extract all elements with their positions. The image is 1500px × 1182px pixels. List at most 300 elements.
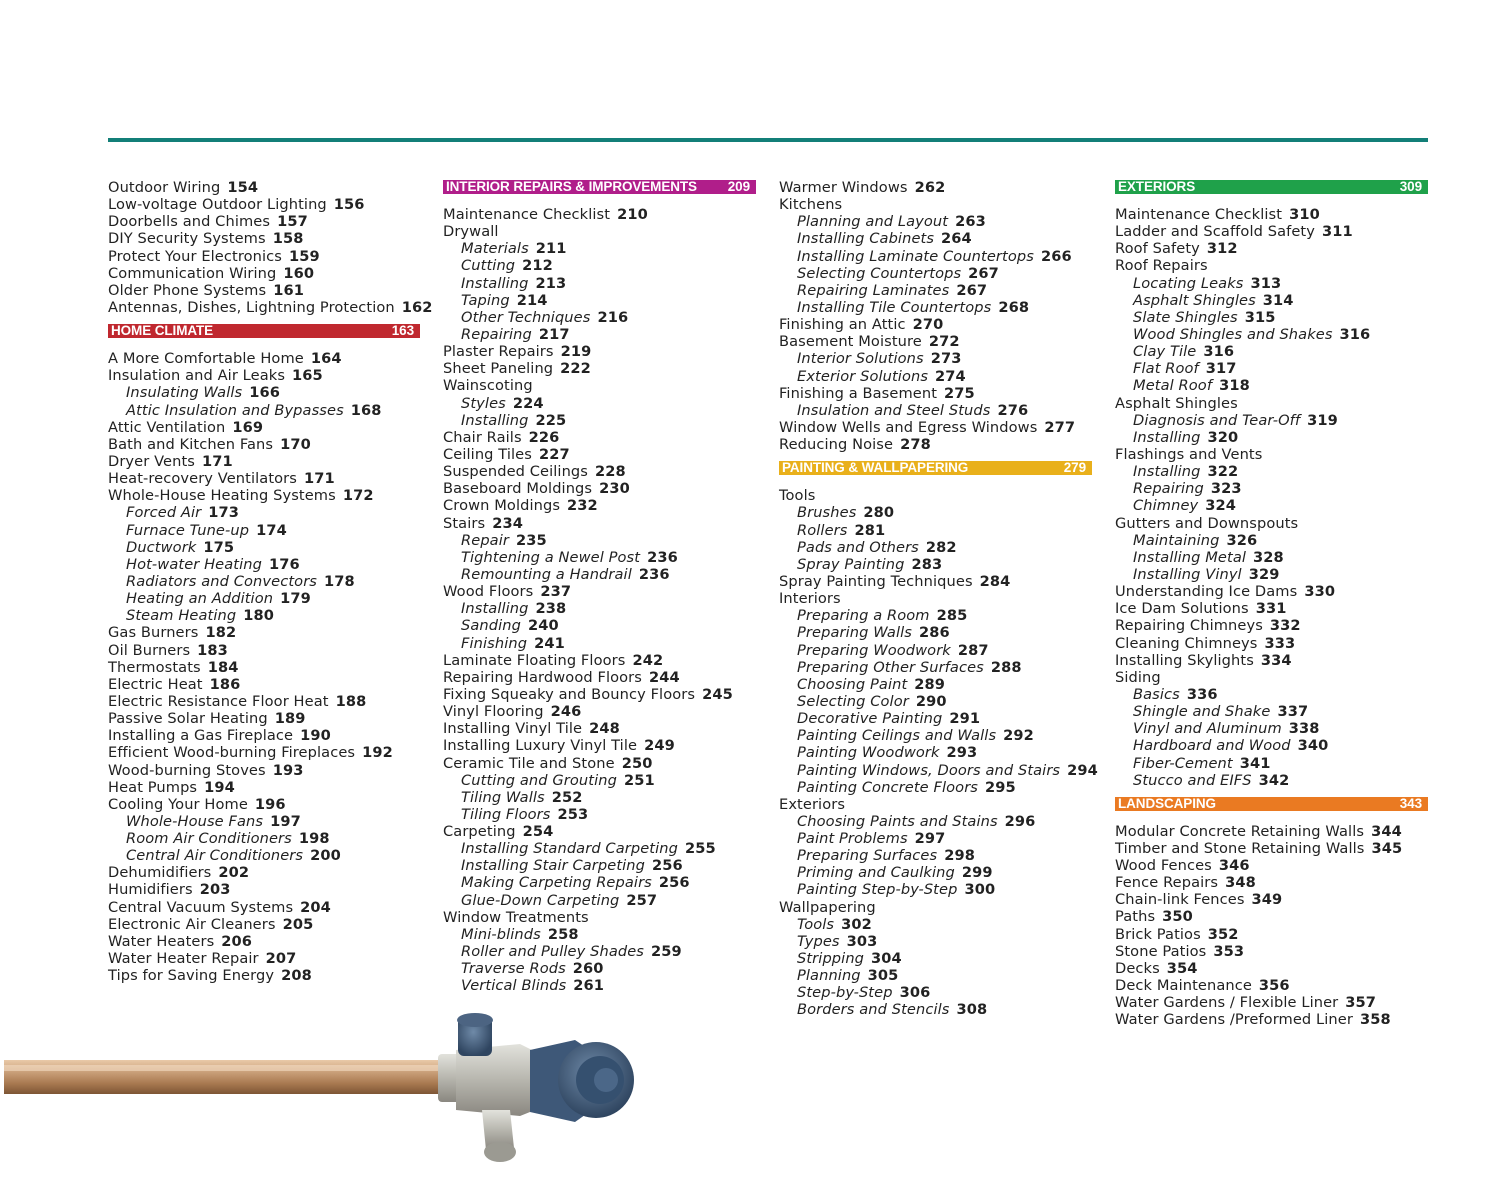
- entry-title: Thermostats: [108, 658, 201, 676]
- section-header-exteriors: [1115, 180, 1428, 194]
- entry-title: Cleaning Chimneys: [1115, 634, 1258, 652]
- entry-title: Antennas, Dishes, Lightning Protection: [108, 298, 395, 316]
- toc-subentry: [443, 789, 756, 806]
- entry-title: Drywall: [443, 223, 499, 241]
- toc-entry: [1115, 257, 1428, 274]
- entry-title: Suspended Ceilings: [443, 463, 589, 481]
- entry-page-number: 238: [535, 600, 567, 618]
- section-header-home-climate: [108, 324, 420, 338]
- entry-title: Selecting Color: [797, 692, 909, 710]
- entry-page-number: 352: [1207, 925, 1239, 943]
- toc-subentry: [108, 847, 420, 864]
- entry-title: Making Carpeting Repairs: [461, 874, 652, 892]
- entry-page-number: 210: [617, 206, 648, 223]
- entry-page-number: 241: [534, 634, 565, 652]
- entry-title: Steam Heating: [126, 607, 237, 625]
- entry-title: Repairing Chimneys: [1115, 617, 1263, 635]
- toc-subentry: [779, 265, 1092, 282]
- entry-page-number: 159: [288, 247, 320, 265]
- entry-page-number: 219: [560, 343, 592, 361]
- entry-page-number: 200: [310, 847, 341, 865]
- entry-title: Asphalt Shingles: [1133, 291, 1256, 309]
- toc-entry: [443, 429, 756, 446]
- entry-page-number: 349: [1251, 891, 1283, 909]
- toc-subentry: [1115, 497, 1428, 514]
- entry-page-number: 312: [1206, 240, 1238, 258]
- entry-title: Interior Solutions: [797, 350, 924, 368]
- entry-title: Water Gardens / Flexible Liner: [1115, 994, 1339, 1012]
- entry-page-number: 203: [199, 881, 231, 899]
- entry-page-number: 225: [535, 411, 567, 429]
- toc-subentry: [1115, 566, 1428, 583]
- entry-page-number: 320: [1207, 428, 1239, 446]
- toc-entry: [108, 282, 420, 299]
- toc-subentry: [443, 326, 756, 343]
- entry-title: Pads and Others: [797, 538, 919, 556]
- toc-entry: [1115, 617, 1428, 634]
- entry-page-number: 255: [685, 840, 716, 858]
- entry-page-number: 249: [644, 737, 675, 755]
- toc-subentry: [108, 573, 420, 590]
- toc-entry: [779, 573, 1092, 590]
- toc-subentry: [1115, 275, 1428, 292]
- toc-subentry: [779, 624, 1092, 641]
- entry-title: Flat Roof: [1133, 360, 1199, 378]
- entry-page-number: 250: [621, 754, 653, 772]
- entry-title: Painting Step-by-Step: [797, 881, 958, 899]
- entry-page-number: 285: [936, 607, 968, 625]
- entry-title: Rollers: [797, 521, 848, 539]
- entry-title: Brick Patios: [1115, 925, 1201, 943]
- entry-title: Ceiling Tiles: [443, 445, 532, 463]
- entry-page-number: 267: [968, 264, 999, 282]
- toc-entry: [1115, 908, 1428, 925]
- toc-entry: [108, 762, 420, 779]
- entry-page-number: 251: [623, 771, 655, 789]
- entry-page-number: 315: [1244, 308, 1276, 326]
- entry-title: Other Techniques: [461, 308, 591, 326]
- toc-subentry: [1115, 377, 1428, 394]
- toc-subentry: [779, 607, 1092, 624]
- entry-title: Asphalt Shingles: [1115, 394, 1238, 412]
- toc-subentry: [779, 830, 1092, 847]
- toc-entry: [443, 446, 756, 463]
- entry-page-number: 197: [270, 812, 301, 830]
- toc-subentry: [443, 257, 756, 274]
- toc-subentry: [779, 950, 1092, 967]
- section-page-number: 309: [1399, 179, 1422, 194]
- toc-subentry: [1115, 755, 1428, 772]
- entry-page-number: 236: [638, 565, 670, 583]
- toc-subentry: [779, 881, 1092, 898]
- entry-page-number: 184: [207, 658, 239, 676]
- toc-subentry: [1115, 309, 1428, 326]
- entry-title: Maintenance Checklist: [443, 206, 611, 223]
- entry-title: Heat-recovery Ventilators: [108, 470, 297, 488]
- entry-title: Wainscoting: [443, 377, 533, 395]
- entry-page-number: 305: [867, 967, 899, 985]
- toc-entry: [443, 343, 756, 360]
- toc-entry: [1115, 583, 1428, 600]
- toc-subentry: [1115, 480, 1428, 497]
- toc-entry: [108, 933, 420, 950]
- entry-title: Preparing Walls: [797, 624, 912, 642]
- entry-page-number: 173: [208, 504, 240, 522]
- entry-page-number: 162: [401, 298, 433, 316]
- entry-page-number: 303: [846, 932, 878, 950]
- entry-title: Baseboard Moldings: [443, 480, 593, 498]
- entry-title: Siding: [1115, 668, 1161, 686]
- entry-page-number: 248: [589, 720, 620, 738]
- toc-entry: [1115, 652, 1428, 669]
- entry-page-number: 328: [1253, 548, 1284, 566]
- toc-subentry: [779, 368, 1092, 385]
- entry-title: Vinyl Flooring: [443, 703, 544, 721]
- entry-title: Radiators and Convectors: [126, 572, 317, 590]
- entry-title: Ladder and Scaffold Safety: [1115, 223, 1315, 241]
- toc-entry: [779, 487, 1092, 504]
- entry-page-number: 234: [492, 514, 523, 532]
- entry-page-number: 222: [560, 360, 591, 378]
- entry-title: Sheet Paneling: [443, 360, 554, 378]
- section-header-painting-and-wallpapering: [779, 461, 1092, 475]
- entry-page-number: 357: [1345, 994, 1377, 1012]
- entry-title: Installing Tile Countertops: [797, 298, 992, 316]
- toc-entry: [108, 196, 420, 213]
- toc-subentry: [779, 967, 1092, 984]
- entry-page-number: 170: [280, 435, 311, 453]
- entry-page-number: 246: [550, 703, 582, 721]
- toc-entry: [108, 350, 420, 367]
- entry-page-number: 277: [1044, 418, 1076, 436]
- entry-title: Borders and Stencils: [797, 1001, 950, 1019]
- entry-title: Decorative Painting: [797, 710, 943, 728]
- toc-entry: [108, 727, 420, 744]
- entry-page-number: 291: [949, 710, 981, 728]
- entry-title: Electric Heat: [108, 675, 203, 693]
- entry-page-number: 267: [956, 281, 988, 299]
- entry-title: Low-voltage Outdoor Lighting: [108, 196, 327, 214]
- entry-page-number: 228: [595, 463, 626, 481]
- toc-subentry: [779, 761, 1098, 779]
- section-page-number: 343: [1399, 795, 1422, 811]
- entry-title: Electric Resistance Floor Heat: [108, 692, 329, 710]
- toc-subentry: [1115, 326, 1428, 343]
- entry-page-number: 293: [946, 744, 978, 762]
- entry-page-number: 340: [1297, 737, 1329, 755]
- entry-title: Vinyl and Aluminum: [1133, 720, 1282, 738]
- entry-page-number: 272: [928, 333, 960, 351]
- entry-page-number: 160: [283, 264, 315, 282]
- entry-title: Tiling Walls: [461, 788, 545, 806]
- entry-page-number: 341: [1239, 754, 1271, 772]
- entry-title: Maintaining: [1133, 531, 1220, 549]
- toc-column-3: [779, 179, 1098, 1019]
- toc-subentry: [443, 892, 756, 909]
- toc-entry: [108, 298, 433, 316]
- entry-page-number: 208: [281, 967, 312, 985]
- entry-page-number: 192: [362, 744, 393, 762]
- entry-title: Planning: [797, 967, 861, 985]
- entry-title: Roof Safety: [1115, 240, 1200, 258]
- entry-page-number: 202: [218, 864, 250, 882]
- entry-title: Exterior Solutions: [797, 367, 929, 385]
- entry-title: DIY Security Systems: [108, 230, 266, 248]
- entry-title: Wallpapering: [779, 898, 876, 916]
- toc-subentry: [779, 864, 1092, 881]
- entry-title: Doorbells and Chimes: [108, 213, 271, 231]
- entry-page-number: 326: [1226, 531, 1258, 549]
- toc-entry: [1115, 857, 1428, 874]
- entry-title: Chimney: [1133, 497, 1199, 515]
- entry-title: Tools: [797, 915, 835, 933]
- toc-subentry: [443, 977, 756, 994]
- entry-page-number: 354: [1166, 959, 1198, 977]
- toc-entry: [779, 333, 1092, 350]
- entry-title: Finishing an Attic: [779, 316, 906, 334]
- entry-page-number: 227: [538, 445, 570, 463]
- toc-entry: [108, 693, 420, 710]
- entry-title: Passive Solar Heating: [108, 710, 268, 728]
- entry-title: Stucco and EIFS: [1133, 771, 1252, 789]
- entry-page-number: 257: [626, 891, 658, 909]
- toc-entry: [108, 230, 420, 247]
- entry-page-number: 298: [944, 847, 975, 865]
- entry-page-number: 244: [648, 668, 680, 686]
- toc-column-2: [443, 179, 756, 994]
- entry-title: Priming and Caulking: [797, 864, 955, 882]
- entry-page-number: 226: [528, 428, 560, 446]
- toc-subentry: [779, 659, 1092, 676]
- entry-page-number: 156: [333, 196, 365, 214]
- toc-entry: [108, 179, 420, 196]
- toc-subentry: [1115, 360, 1428, 377]
- toc-entry: [1115, 1011, 1428, 1028]
- entry-title: Heating an Addition: [126, 590, 274, 608]
- entry-title: A More Comfortable Home: [108, 350, 304, 368]
- entry-title: Wood Fences: [1115, 857, 1212, 875]
- toc-entry: [1115, 977, 1428, 994]
- entry-title: Exteriors: [779, 795, 846, 813]
- toc-entry: [443, 669, 756, 686]
- entry-page-number: 275: [944, 384, 975, 402]
- toc-subentry: [779, 984, 1092, 1001]
- toc-subentry: [1115, 463, 1428, 480]
- entry-page-number: 292: [1003, 727, 1034, 745]
- toc-subentry: [1115, 532, 1428, 549]
- toc-subentry: [779, 282, 1092, 299]
- toc-subentry: [779, 710, 1092, 727]
- toc-subentry: [1115, 720, 1428, 737]
- entry-title: Tools: [779, 487, 816, 505]
- section-page-number: 279: [1063, 460, 1086, 476]
- toc-entry: [108, 248, 420, 265]
- entry-page-number: 263: [955, 213, 986, 231]
- entry-title: Installing Vinyl: [1133, 565, 1242, 583]
- section-page-number: 209: [727, 179, 750, 194]
- entry-page-number: 281: [854, 521, 886, 539]
- toc-subentry: [443, 395, 756, 412]
- toc-subentry: [443, 412, 756, 429]
- entry-page-number: 169: [232, 418, 264, 436]
- entry-page-number: 258: [547, 925, 579, 943]
- entry-page-number: 194: [204, 778, 235, 796]
- entry-title: Painting Woodwork: [797, 744, 940, 762]
- section-header-interior-repairs-and-improvements: [443, 180, 756, 194]
- entry-title: Preparing Surfaces: [797, 847, 938, 865]
- toc-subentry: [108, 384, 420, 401]
- entry-page-number: 256: [652, 857, 683, 875]
- entry-page-number: 206: [221, 932, 253, 950]
- toc-entry: [108, 899, 420, 916]
- toc-subentry: [443, 532, 756, 549]
- entry-page-number: 168: [350, 401, 382, 419]
- entry-page-number: 345: [1371, 839, 1403, 857]
- entry-page-number: 316: [1203, 343, 1235, 361]
- entry-page-number: 237: [540, 583, 572, 601]
- entry-title: Locating Leaks: [1133, 274, 1244, 292]
- entry-page-number: 236: [647, 548, 678, 566]
- entry-page-number: 289: [914, 675, 946, 693]
- section-title: LANDSCAPING: [1118, 795, 1216, 811]
- entry-title: Kitchens: [779, 196, 843, 214]
- toc-entry: [779, 796, 1092, 813]
- entry-title: Installing Vinyl Tile: [443, 720, 583, 738]
- entry-title: Step-by-Step: [797, 984, 893, 1002]
- toc-subentry: [443, 617, 756, 634]
- entry-title: Warmer Windows: [779, 179, 908, 196]
- entry-page-number: 186: [209, 675, 241, 693]
- entry-page-number: 204: [300, 898, 331, 916]
- toc-subentry: [779, 402, 1092, 419]
- entry-title: Attic Ventilation: [108, 418, 226, 436]
- toc-subentry: [443, 309, 756, 326]
- toc-subentry: [1115, 429, 1428, 446]
- entry-title: Glue-Down Carpeting: [461, 891, 620, 909]
- entry-page-number: 331: [1255, 600, 1287, 618]
- entry-title: Furnace Tune-up: [126, 521, 250, 539]
- entry-page-number: 283: [911, 555, 943, 573]
- toc-entry: [779, 179, 1092, 196]
- entry-title: Window Wells and Egress Windows: [779, 418, 1038, 436]
- entry-page-number: 157: [277, 213, 308, 231]
- entry-title: Repair: [461, 531, 509, 549]
- section-title: HOME CLIMATE: [111, 323, 214, 339]
- toc-entry: [1115, 206, 1428, 223]
- entry-page-number: 310: [1289, 206, 1320, 223]
- entry-page-number: 274: [935, 367, 966, 385]
- entry-page-number: 165: [292, 367, 323, 385]
- toc-subentry: [1115, 343, 1428, 360]
- entry-title: Repairing Hardwood Floors: [443, 668, 642, 686]
- toc-subentry: [108, 830, 420, 847]
- entry-page-number: 270: [912, 316, 944, 334]
- entry-title: Traverse Rods: [461, 960, 566, 978]
- toc-entry: [108, 967, 420, 984]
- entry-title: Installing: [461, 600, 529, 618]
- entry-page-number: 276: [997, 401, 1029, 419]
- toc-entry: [108, 881, 420, 898]
- entry-page-number: 259: [651, 943, 682, 961]
- section-header-landscaping: [1115, 797, 1428, 811]
- toc-entry: [779, 419, 1092, 436]
- toc-subentry: [443, 943, 756, 960]
- entry-page-number: 268: [998, 298, 1030, 316]
- entry-page-number: 198: [298, 830, 330, 848]
- toc-entry: [443, 737, 756, 754]
- toc-subentry: [779, 813, 1092, 830]
- toc-subentry: [779, 504, 1092, 521]
- entry-title: Water Heaters: [108, 932, 215, 950]
- entry-title: Forced Air: [126, 504, 202, 522]
- toc-entry: [108, 265, 420, 282]
- entry-title: Paint Problems: [797, 830, 908, 848]
- entry-title: Cutting: [461, 257, 516, 275]
- toc-entry: [108, 419, 420, 436]
- entry-page-number: 171: [202, 452, 233, 470]
- entry-page-number: 176: [269, 555, 300, 573]
- entry-page-number: 306: [899, 984, 931, 1002]
- toc-subentry: [443, 926, 756, 943]
- toc-entry: [108, 487, 420, 504]
- entry-page-number: 319: [1307, 411, 1338, 429]
- toc-subentry: [443, 549, 756, 566]
- entry-title: Vertical Blinds: [461, 977, 567, 995]
- toc-entry: [443, 223, 756, 240]
- entry-page-number: 317: [1205, 360, 1237, 378]
- entry-title: Preparing a Room: [797, 607, 930, 625]
- toc-entry: [1115, 943, 1428, 960]
- entry-title: Reducing Noise: [779, 436, 894, 454]
- entry-title: Interiors: [779, 590, 841, 608]
- entry-title: Whole-House Fans: [126, 812, 264, 830]
- toc-entry: [1115, 446, 1428, 463]
- entry-page-number: 179: [280, 590, 311, 608]
- entry-title: Carpeting: [443, 823, 516, 841]
- entry-title: Spray Painting Techniques: [779, 572, 973, 590]
- toc-entry: [1115, 891, 1428, 908]
- entry-page-number: 348: [1225, 874, 1256, 892]
- entry-page-number: 211: [535, 240, 567, 258]
- entry-page-number: 245: [702, 685, 733, 703]
- toc-entry: [779, 196, 1092, 213]
- entry-title: Protect Your Electronics: [108, 247, 282, 265]
- entry-page-number: 178: [324, 572, 355, 590]
- entry-title: Dryer Vents: [108, 452, 195, 470]
- entry-page-number: 288: [990, 658, 1022, 676]
- entry-page-number: 302: [841, 915, 872, 933]
- entry-page-number: 242: [632, 651, 664, 669]
- entry-page-number: 299: [961, 864, 993, 882]
- entry-page-number: 337: [1277, 703, 1309, 721]
- toc-subentry: [443, 960, 756, 977]
- toc-subentry: [108, 522, 420, 539]
- toc-entry: [1115, 240, 1428, 257]
- entry-title: Fiber-Cement: [1133, 754, 1233, 772]
- entry-page-number: 174: [256, 521, 287, 539]
- toc-subentry: [443, 275, 756, 292]
- toc-subentry: [779, 727, 1092, 744]
- entry-title: Crown Moldings: [443, 497, 561, 515]
- entry-title: Painting Windows, Doors and Stairs: [797, 761, 1061, 779]
- toc-subentry: [779, 299, 1092, 316]
- entry-title: Sanding: [461, 617, 521, 635]
- toc-subentry: [108, 539, 420, 556]
- toc-subentry: [1115, 549, 1428, 566]
- entry-page-number: 183: [197, 641, 228, 659]
- toc-subentry: [108, 402, 420, 419]
- toc-entry: [108, 213, 420, 230]
